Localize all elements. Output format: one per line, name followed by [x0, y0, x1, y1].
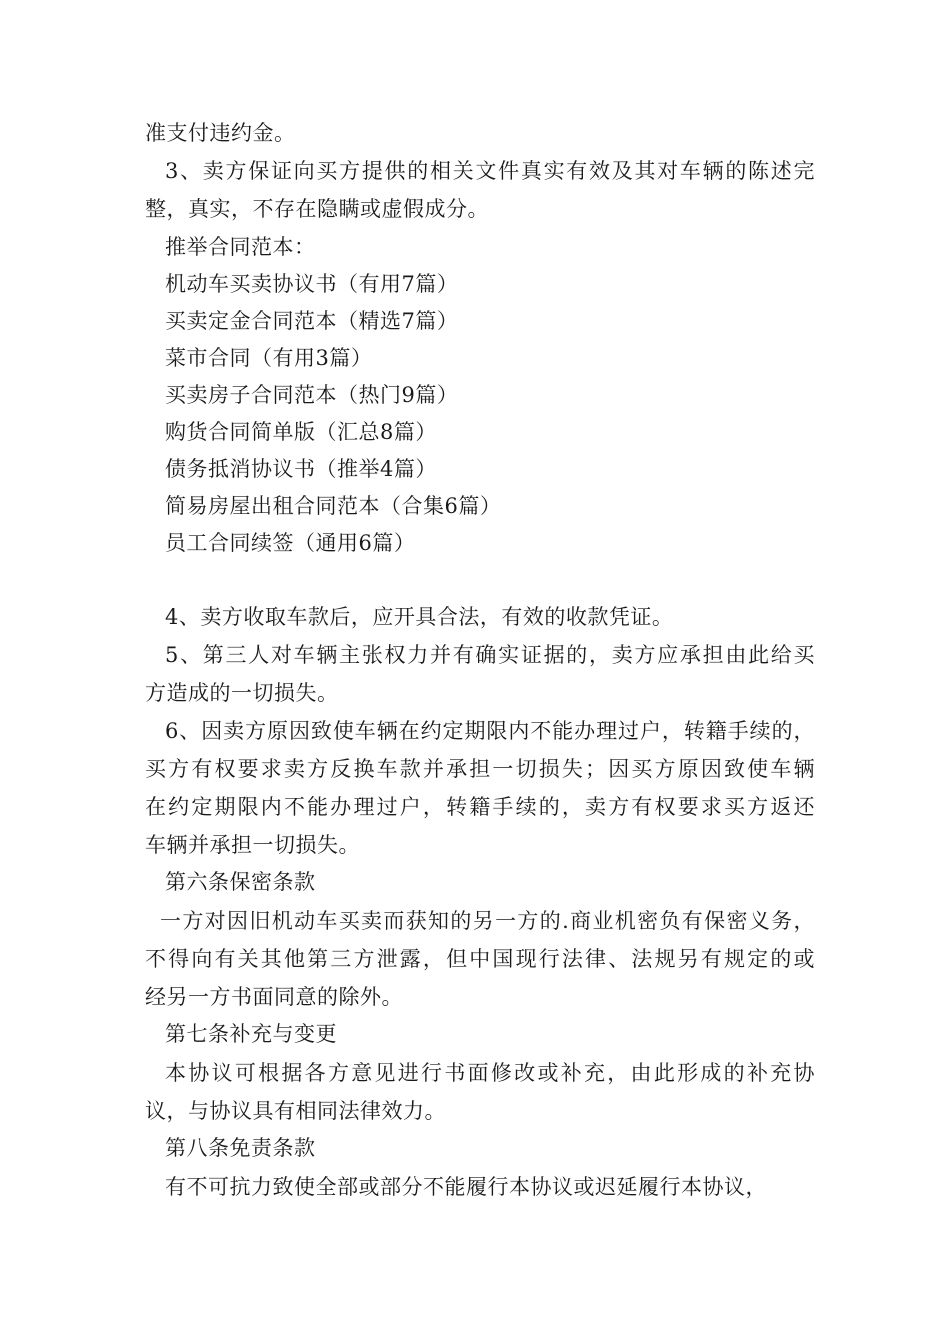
text-line: 本协议可根据各方意见进行书面修改或补充，由此形成的补充协	[165, 1061, 815, 1085]
text-line: 经另一方书面同意的除外。	[145, 985, 403, 1009]
text-line: 推举合同范本：	[165, 235, 316, 259]
text-line: 买方有权要求卖方反换车款并承担一切损失；因买方原因致使车辆	[145, 757, 815, 781]
text-line: 一方对因旧机动车买卖而获知的另一方的.商业机密负有保密义务，	[160, 909, 815, 933]
text-line: 5、第三人对车辆主张权力并有确实证据的，卖方应承担由此给买	[165, 643, 815, 667]
text-line: 在约定期限内不能办理过户，转籍手续的，卖方有权要求买方返还	[145, 795, 815, 819]
text-line: 3、卖方保证向买方提供的相关文件真实有效及其对车辆的陈述完	[165, 159, 815, 183]
list-item: 员工合同续签（通用6篇）	[165, 531, 416, 555]
list-item: 债务抵消协议书（推举4篇）	[165, 457, 437, 481]
list-item: 买卖房子合同范本（热门9篇）	[165, 383, 459, 407]
list-item: 机动车买卖协议书（有用7篇）	[165, 272, 459, 296]
text-line: 准支付违约金。	[145, 121, 296, 145]
text-line: 4、卖方收取车款后，应开具合法，有效的收款凭证。	[165, 605, 674, 629]
section-heading: 第八条免责条款	[165, 1136, 316, 1160]
list-item: 买卖定金合同范本（精选7篇）	[165, 309, 459, 333]
text-line: 整，真实，不存在隐瞒或虚假成分。	[145, 197, 489, 221]
list-item: 菜市合同（有用3篇）	[165, 346, 373, 370]
list-item: 简易房屋出租合同范本（合集6篇）	[165, 494, 502, 518]
text-line: 不得向有关其他第三方泄露，但中国现行法律、法规另有规定的或	[145, 947, 815, 971]
text-line: 有不可抗力致使全部或部分不能履行本协议或迟延履行本协议，	[165, 1175, 767, 1199]
list-item: 购货合同简单版（汇总8篇）	[165, 420, 437, 444]
text-line: 车辆并承担一切损失。	[145, 833, 360, 857]
text-line: 方造成的一切损失。	[145, 681, 339, 705]
text-line: 6、因卖方原因致使车辆在约定期限内不能办理过户，转籍手续的，	[165, 719, 815, 743]
section-heading: 第六条保密条款	[165, 870, 316, 894]
text-line: 议，与协议具有相同法律效力。	[145, 1099, 446, 1123]
section-heading: 第七条补充与变更	[165, 1022, 337, 1046]
